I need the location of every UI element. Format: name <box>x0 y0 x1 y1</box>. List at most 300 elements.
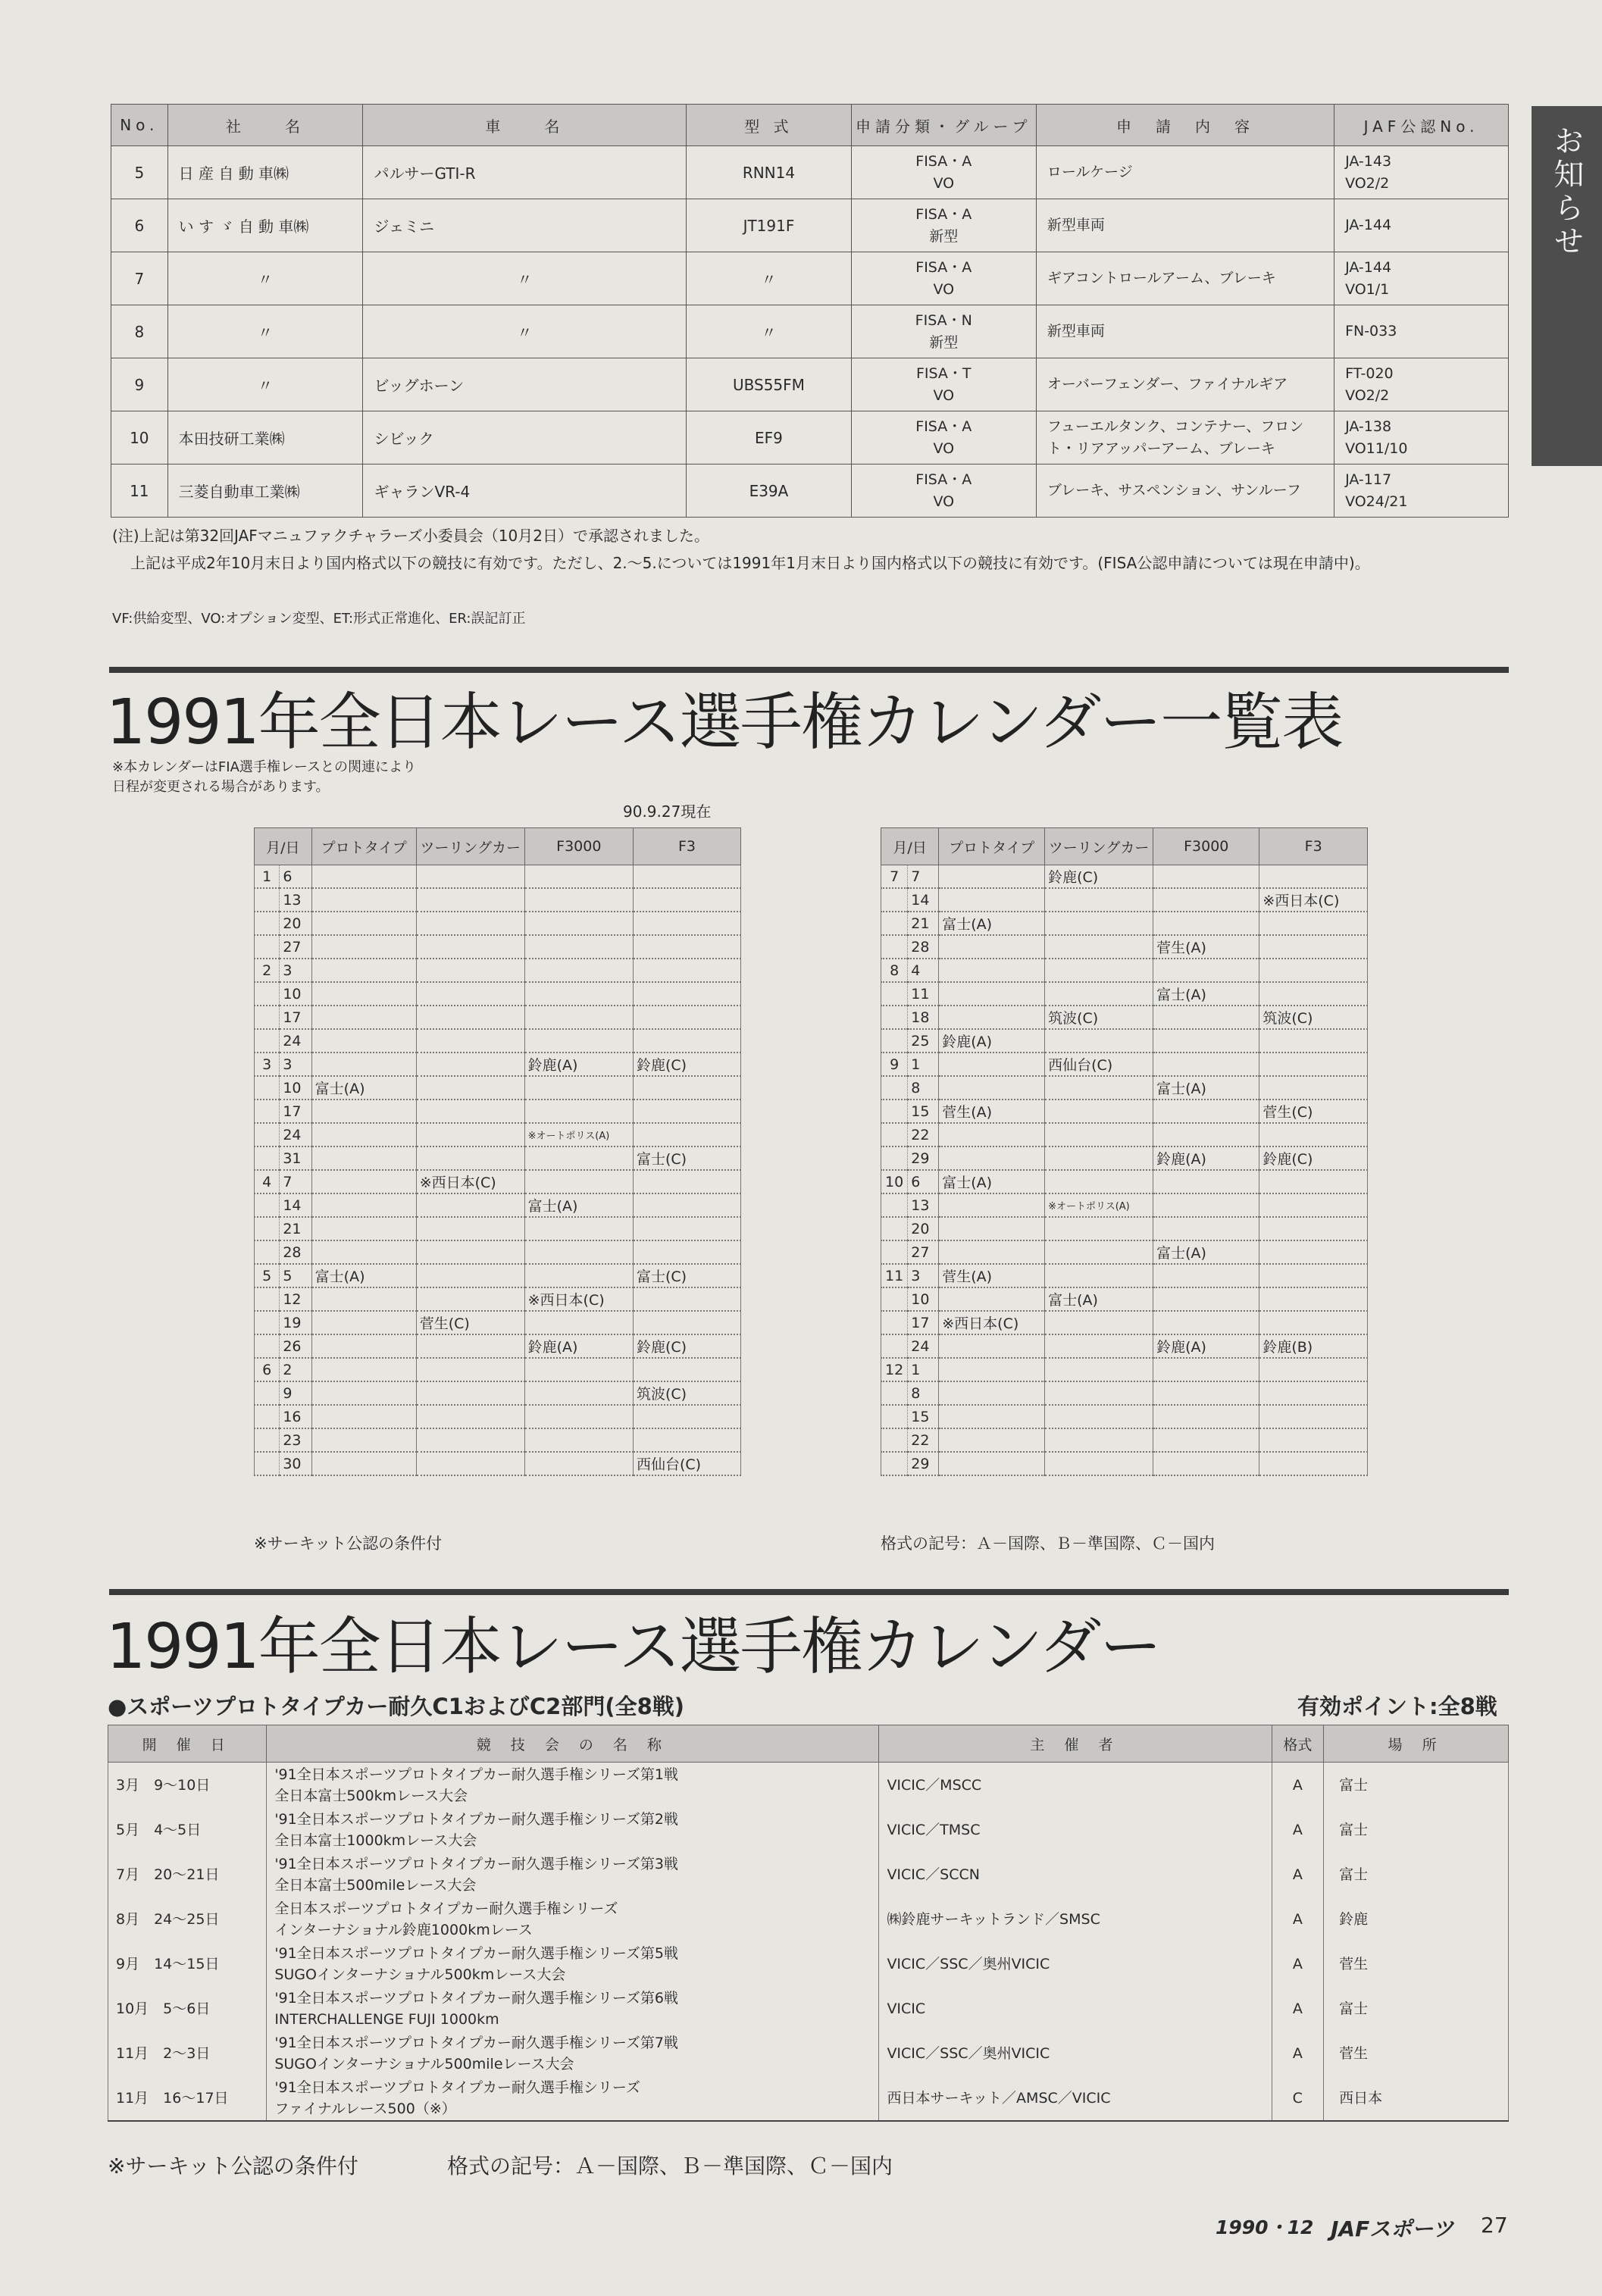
approval-header-cell: 車 名 <box>363 105 687 146</box>
event-cell: 菅生(A) <box>939 1264 1045 1287</box>
calendar-row <box>255 1381 741 1405</box>
month-cell <box>255 1381 280 1405</box>
table-cell: EF9 <box>687 411 851 465</box>
day-cell: 29 <box>908 1452 939 1475</box>
event-cell <box>633 1076 740 1100</box>
event-cell <box>633 1123 740 1146</box>
event-cell <box>939 1123 1045 1146</box>
day-cell: 20 <box>280 912 311 935</box>
calendar-row <box>255 982 741 1006</box>
event-cell <box>311 1217 416 1240</box>
calendar-header-row <box>881 828 1368 865</box>
event-cell <box>939 865 1045 889</box>
event-cell <box>1153 1381 1259 1405</box>
event-cell <box>1045 1405 1153 1428</box>
event-cell <box>311 1334 416 1358</box>
event-cell <box>633 1217 740 1240</box>
table-row <box>111 146 1509 199</box>
month-cell <box>255 1076 280 1100</box>
calendar-row <box>255 1006 741 1029</box>
event-cell <box>1259 1452 1368 1475</box>
table-cell: A <box>1272 1941 1324 1986</box>
event-cell: 富士(A) <box>1045 1287 1153 1311</box>
section-rule-1 <box>109 667 1509 673</box>
event-cell <box>1045 1029 1153 1053</box>
table-cell: 全日本スポーツプロトタイプカー耐久選手権シリーズ インターナショナル鈴鹿1000kmレース <box>267 1897 879 1941</box>
table-cell: C <box>1272 2075 1324 2121</box>
event-cell <box>416 1217 524 1240</box>
approval-header-cell: 社 名 <box>167 105 363 146</box>
table-row <box>111 411 1509 465</box>
day-cell: 30 <box>280 1452 311 1475</box>
table-cell: オーバーフェンダー、ファイナルギア <box>1036 358 1334 411</box>
event-cell: 鈴鹿(A) <box>939 1029 1045 1053</box>
event-cell <box>1259 1029 1368 1053</box>
month-cell <box>881 1405 908 1428</box>
event-cell <box>1153 1287 1259 1311</box>
event-cell <box>1045 1452 1153 1475</box>
event-cell: 富士(A) <box>311 1076 416 1100</box>
event-cell <box>1259 1240 1368 1264</box>
month-cell <box>881 912 908 935</box>
calendar-row <box>255 1311 741 1334</box>
table-cell: '91全日本スポーツプロトタイプカー耐久選手権シリーズ第2戦 全日本富士1000kmレース大会 <box>267 1807 879 1852</box>
event-cell <box>524 888 633 912</box>
day-cell: 24 <box>908 1334 939 1358</box>
month-cell <box>881 1381 908 1405</box>
calendar-row <box>881 1146 1368 1170</box>
table-cell: E39A <box>687 465 851 518</box>
event-cell <box>1259 1287 1368 1311</box>
event-cell <box>939 935 1045 959</box>
event-cell <box>1045 1123 1153 1146</box>
month-cell <box>255 1193 280 1217</box>
approval-header-cell: JAF公認No. <box>1334 105 1509 146</box>
event-cell <box>939 1452 1045 1475</box>
table-cell: ギアコントロールアーム、ブレーキ <box>1036 252 1334 305</box>
day-cell: 18 <box>908 1006 939 1029</box>
calendar-row <box>255 888 741 912</box>
event-cell <box>633 959 740 982</box>
event-cell <box>1153 1311 1259 1334</box>
calendar-row <box>255 1264 741 1287</box>
footer-issue: 1990・12 <box>1216 2216 1314 2238</box>
event-cell: 富士(C) <box>633 1264 740 1287</box>
event-cell: 富士(A) <box>939 1170 1045 1193</box>
event-cell <box>1153 1053 1259 1076</box>
day-cell: 10 <box>280 1076 311 1100</box>
event-cell <box>416 1123 524 1146</box>
table-cell: 8 <box>111 305 168 358</box>
month-cell <box>255 1217 280 1240</box>
day-cell: 3 <box>908 1264 939 1287</box>
event-cell <box>311 1170 416 1193</box>
event-cell <box>1259 1193 1368 1217</box>
table-cell: A <box>1272 1763 1324 1808</box>
month-cell <box>881 1311 908 1334</box>
table-cell: い す ゞ 自 動 車㈱ <box>167 199 363 252</box>
event-cell <box>633 1358 740 1381</box>
table-cell: 三菱自動車工業㈱ <box>167 465 363 518</box>
calendar-row <box>255 1100 741 1123</box>
month-cell: 8 <box>881 959 908 982</box>
event-cell <box>524 1240 633 1264</box>
table-cell: 〃 <box>363 252 687 305</box>
table-cell: 8月 24～25日 <box>108 1897 267 1941</box>
event-cell <box>939 1334 1045 1358</box>
table-row <box>108 1852 1509 1897</box>
event-cell <box>524 1170 633 1193</box>
event-cell <box>311 1193 416 1217</box>
day-cell: 24 <box>280 1123 311 1146</box>
day-cell: 25 <box>908 1029 939 1053</box>
approval-header-cell: 型 式 <box>687 105 851 146</box>
event-cell <box>1153 1217 1259 1240</box>
event-cell: 富士(A) <box>311 1264 416 1287</box>
table-cell: FISA・N 新型 <box>851 305 1036 358</box>
event-cell <box>633 1287 740 1311</box>
day-cell: 11 <box>908 982 939 1006</box>
table-cell: 3月 9～10日 <box>108 1763 267 1808</box>
day-cell: 22 <box>908 1123 939 1146</box>
table-cell: 6 <box>111 199 168 252</box>
event-cell <box>939 1240 1045 1264</box>
month-cell: 7 <box>881 865 908 889</box>
event-cell <box>1153 888 1259 912</box>
event-cell <box>311 982 416 1006</box>
table-cell: 菅生 <box>1324 2031 1509 2075</box>
table-row <box>108 1763 1509 1808</box>
event-cell: 鈴鹿(A) <box>1153 1146 1259 1170</box>
event-cell: 鈴鹿(A) <box>524 1053 633 1076</box>
event-cell <box>1045 1264 1153 1287</box>
event-cell: ※西日本(C) <box>416 1170 524 1193</box>
event-cell <box>1153 1405 1259 1428</box>
calendar-row <box>881 1311 1368 1334</box>
footer-magazine: JAFスポーツ <box>1331 2216 1454 2241</box>
event-cell <box>1153 865 1259 889</box>
event-cell: 鈴鹿(C) <box>1045 865 1153 889</box>
calendar-row <box>881 1053 1368 1076</box>
month-cell <box>881 1076 908 1100</box>
calendar-row <box>881 1358 1368 1381</box>
event-cell <box>524 1076 633 1100</box>
month-cell: 12 <box>881 1358 908 1381</box>
calendar-row <box>881 1334 1368 1358</box>
table-row <box>111 199 1509 252</box>
month-cell <box>255 888 280 912</box>
event-cell <box>1153 1100 1259 1123</box>
table-cell: FISA・A VO <box>851 146 1036 199</box>
calendar-row <box>881 912 1368 935</box>
event-cell <box>1045 888 1153 912</box>
event-cell <box>524 865 633 889</box>
day-cell: 10 <box>908 1287 939 1311</box>
table-cell: A <box>1272 1897 1324 1941</box>
table-cell: FISA・A 新型 <box>851 199 1036 252</box>
event-cell <box>524 1264 633 1287</box>
event-cell <box>1259 1170 1368 1193</box>
table-cell: VICIC／MSCC <box>879 1763 1272 1808</box>
event-cell: 菅生(A) <box>939 1100 1045 1123</box>
event-cell: 菅生(A) <box>1153 935 1259 959</box>
event-cell <box>1259 1217 1368 1240</box>
event-cell <box>311 1123 416 1146</box>
day-cell: 17 <box>280 1100 311 1123</box>
event-cell <box>416 1405 524 1428</box>
side-tab-label: お知らせ <box>1549 125 1584 258</box>
day-cell: 21 <box>908 912 939 935</box>
calendar-row <box>881 1076 1368 1100</box>
calendar-row <box>255 1076 741 1100</box>
championship-header-cell: 開 催 日 <box>108 1725 267 1763</box>
table-row <box>111 252 1509 305</box>
event-cell <box>311 1240 416 1264</box>
day-cell: 22 <box>908 1428 939 1452</box>
table-cell: FISA・A VO <box>851 252 1036 305</box>
calendar-row <box>255 1123 741 1146</box>
calendar-row <box>255 1053 741 1076</box>
day-cell: 21 <box>280 1217 311 1240</box>
table-cell: 7月 20～21日 <box>108 1852 267 1897</box>
calendar-header-row <box>255 828 741 865</box>
event-cell: 富士(A) <box>524 1193 633 1217</box>
day-cell: 28 <box>908 935 939 959</box>
day-cell: 27 <box>280 935 311 959</box>
day-cell: 24 <box>280 1029 311 1053</box>
event-cell <box>633 865 740 889</box>
event-cell <box>1259 1264 1368 1287</box>
event-cell <box>1259 982 1368 1006</box>
table-cell: A <box>1272 1852 1324 1897</box>
approval-note-3: VF:供給変型、VO:オプション変型、ET:形式正常進化、ER:誤記訂正 <box>112 611 526 627</box>
table-cell: JA-143 VO2/2 <box>1334 146 1509 199</box>
month-cell: 2 <box>255 959 280 982</box>
event-cell <box>633 888 740 912</box>
month-cell <box>255 1123 280 1146</box>
event-cell <box>1153 1193 1259 1217</box>
event-cell <box>1153 1006 1259 1029</box>
calendar-header-cell: F3000 <box>1153 828 1259 865</box>
month-cell <box>255 1287 280 1311</box>
event-cell <box>311 1405 416 1428</box>
calendar-header-cell: 月/日 <box>255 828 312 865</box>
table-cell: 新型車両 <box>1036 305 1334 358</box>
month-cell <box>881 1029 908 1053</box>
event-cell <box>524 1100 633 1123</box>
event-cell <box>1045 1240 1153 1264</box>
day-cell: 3 <box>280 959 311 982</box>
event-cell <box>416 1240 524 1264</box>
month-cell <box>881 1287 908 1311</box>
event-cell: 鈴鹿(C) <box>633 1053 740 1076</box>
event-cell: 富士(A) <box>1153 1076 1259 1100</box>
event-cell <box>416 912 524 935</box>
event-cell: 富士(C) <box>633 1146 740 1170</box>
event-cell <box>311 1053 416 1076</box>
table-cell: 11月 16～17日 <box>108 2075 267 2121</box>
month-cell <box>881 1006 908 1029</box>
calendar-row <box>881 1193 1368 1217</box>
table-cell: ジェミニ <box>363 199 687 252</box>
event-cell <box>416 1146 524 1170</box>
table-cell: 〃 <box>363 305 687 358</box>
event-cell <box>633 1100 740 1123</box>
month-cell: 10 <box>881 1170 908 1193</box>
event-cell: 西仙台(C) <box>633 1452 740 1475</box>
table-cell: 〃 <box>167 252 363 305</box>
day-cell: 12 <box>280 1287 311 1311</box>
event-cell <box>311 1006 416 1029</box>
event-cell <box>311 1029 416 1053</box>
calendar-row <box>255 1358 741 1381</box>
table-cell: '91全日本スポーツプロトタイプカー耐久選手権シリーズ第1戦 全日本富士500kmレース大会 <box>267 1763 879 1808</box>
day-cell: 20 <box>908 1217 939 1240</box>
event-cell <box>1259 1428 1368 1452</box>
month-cell <box>881 1193 908 1217</box>
championship-footnote-2: 格式の記号：Ａ－国際、Ｂ－準国際、Ｃ－国内 <box>447 2154 893 2179</box>
day-cell: 9 <box>280 1381 311 1405</box>
event-cell <box>939 1006 1045 1029</box>
month-cell <box>255 1334 280 1358</box>
table-cell: FISA・A VO <box>851 411 1036 465</box>
event-cell: 富士(A) <box>939 912 1045 935</box>
month-cell <box>255 1029 280 1053</box>
event-cell: 富士(A) <box>1153 1240 1259 1264</box>
championship-table <box>108 1725 1509 2122</box>
table-row <box>111 305 1509 358</box>
event-cell <box>524 1358 633 1381</box>
month-cell: 1 <box>255 865 280 889</box>
event-cell <box>1259 912 1368 935</box>
event-cell <box>524 1029 633 1053</box>
table-cell: 11 <box>111 465 168 518</box>
table-cell: 日 産 自 動 車㈱ <box>167 146 363 199</box>
month-cell <box>881 1100 908 1123</box>
calendar-header-cell: F3 <box>1259 828 1368 865</box>
table-cell: 10 <box>111 411 168 465</box>
event-cell <box>1259 1123 1368 1146</box>
day-cell: 5 <box>280 1264 311 1287</box>
event-cell <box>1045 1076 1153 1100</box>
event-cell <box>939 959 1045 982</box>
event-cell <box>524 982 633 1006</box>
table-cell: JA-144 VO1/1 <box>1334 252 1509 305</box>
calendar-row <box>255 1334 741 1358</box>
table-cell: FISA・A VO <box>851 465 1036 518</box>
month-cell: 6 <box>255 1358 280 1381</box>
calendar-row <box>881 1029 1368 1053</box>
table-cell: VICIC／SCCN <box>879 1852 1272 1897</box>
approval-table <box>111 104 1509 518</box>
day-cell: 13 <box>908 1193 939 1217</box>
month-cell <box>881 1428 908 1452</box>
event-cell <box>416 1452 524 1475</box>
calendar-right-grid <box>881 827 1368 1476</box>
event-cell <box>416 1358 524 1381</box>
event-cell <box>633 1193 740 1217</box>
table-cell: A <box>1272 2031 1324 2075</box>
approval-note-2: 上記は平成2年10月末日より国内格式以下の競技に有効です。ただし、2.～5.については1991年1月末日より国内格式以下の競技に有効です。(FISA公認申請については現在申請中)。 <box>130 554 1370 572</box>
table-cell: VICIC／SSC／奥州VICIC <box>879 2031 1272 2075</box>
month-cell: 9 <box>881 1053 908 1076</box>
calendar-row <box>255 1428 741 1452</box>
event-cell <box>633 1029 740 1053</box>
calendar-row <box>255 959 741 982</box>
month-cell <box>255 1240 280 1264</box>
event-cell <box>1045 1100 1153 1123</box>
event-cell <box>1045 1428 1153 1452</box>
month-cell <box>255 1311 280 1334</box>
event-cell <box>939 1405 1045 1428</box>
day-cell: 14 <box>280 1193 311 1217</box>
event-cell <box>939 982 1045 1006</box>
month-cell <box>881 1452 908 1475</box>
calendar-row <box>255 1405 741 1428</box>
event-cell <box>416 1193 524 1217</box>
calendar-left-footnote: ※サーキット公認の条件付 <box>254 1534 443 1553</box>
calendar-right-footnote: 格式の記号：Ａ－国際、Ｂ－準国際、Ｃ－国内 <box>881 1534 1215 1553</box>
day-cell: 15 <box>908 1405 939 1428</box>
month-cell <box>881 1334 908 1358</box>
calendar-row <box>881 982 1368 1006</box>
event-cell: 筑波(C) <box>1045 1006 1153 1029</box>
event-cell <box>939 1358 1045 1381</box>
month-cell <box>255 982 280 1006</box>
event-cell <box>939 1381 1045 1405</box>
event-cell <box>939 1287 1045 1311</box>
event-cell <box>416 1287 524 1311</box>
calendar-header-cell: F3 <box>633 828 740 865</box>
event-cell <box>939 1076 1045 1100</box>
calendar-row <box>255 1193 741 1217</box>
day-cell: 4 <box>908 959 939 982</box>
calendar-list-title: 1991年全日本レース選手権カレンダー一覧表 <box>106 687 1343 759</box>
event-cell: ※オートポリス(A) <box>1045 1193 1153 1217</box>
event-cell <box>416 1006 524 1029</box>
championship-header-cell: 主 催 者 <box>879 1725 1272 1763</box>
calendar-row <box>881 1405 1368 1428</box>
footer-page-number: 27 <box>1481 2213 1508 2238</box>
table-cell: 新型車両 <box>1036 199 1334 252</box>
month-cell: 3 <box>255 1053 280 1076</box>
month-cell <box>255 1428 280 1452</box>
table-cell: 鈴鹿 <box>1324 1897 1509 1941</box>
calendar-row <box>255 1452 741 1475</box>
event-cell: 鈴鹿(B) <box>1259 1334 1368 1358</box>
calendar-row <box>881 865 1368 889</box>
table-cell: A <box>1272 1986 1324 2031</box>
table-row <box>111 358 1509 411</box>
event-cell <box>416 1100 524 1123</box>
table-cell: フューエルタンク、コンテナー、フロント・リアアッパーアーム、ブレーキ <box>1036 411 1334 465</box>
table-row <box>111 465 1509 518</box>
calendar-row <box>881 1170 1368 1193</box>
event-cell <box>633 912 740 935</box>
table-cell: 9 <box>111 358 168 411</box>
as-of-date: 90.9.27現在 <box>623 802 712 821</box>
table-cell: RNN14 <box>687 146 851 199</box>
event-cell: 筑波(C) <box>633 1381 740 1405</box>
table-cell: 7 <box>111 252 168 305</box>
calendar-row <box>881 1381 1368 1405</box>
month-cell: 4 <box>255 1170 280 1193</box>
day-cell: 8 <box>908 1076 939 1100</box>
event-cell <box>416 1053 524 1076</box>
event-cell <box>1045 1170 1153 1193</box>
table-cell: 10月 5～6日 <box>108 1986 267 2031</box>
day-cell: 1 <box>908 1358 939 1381</box>
